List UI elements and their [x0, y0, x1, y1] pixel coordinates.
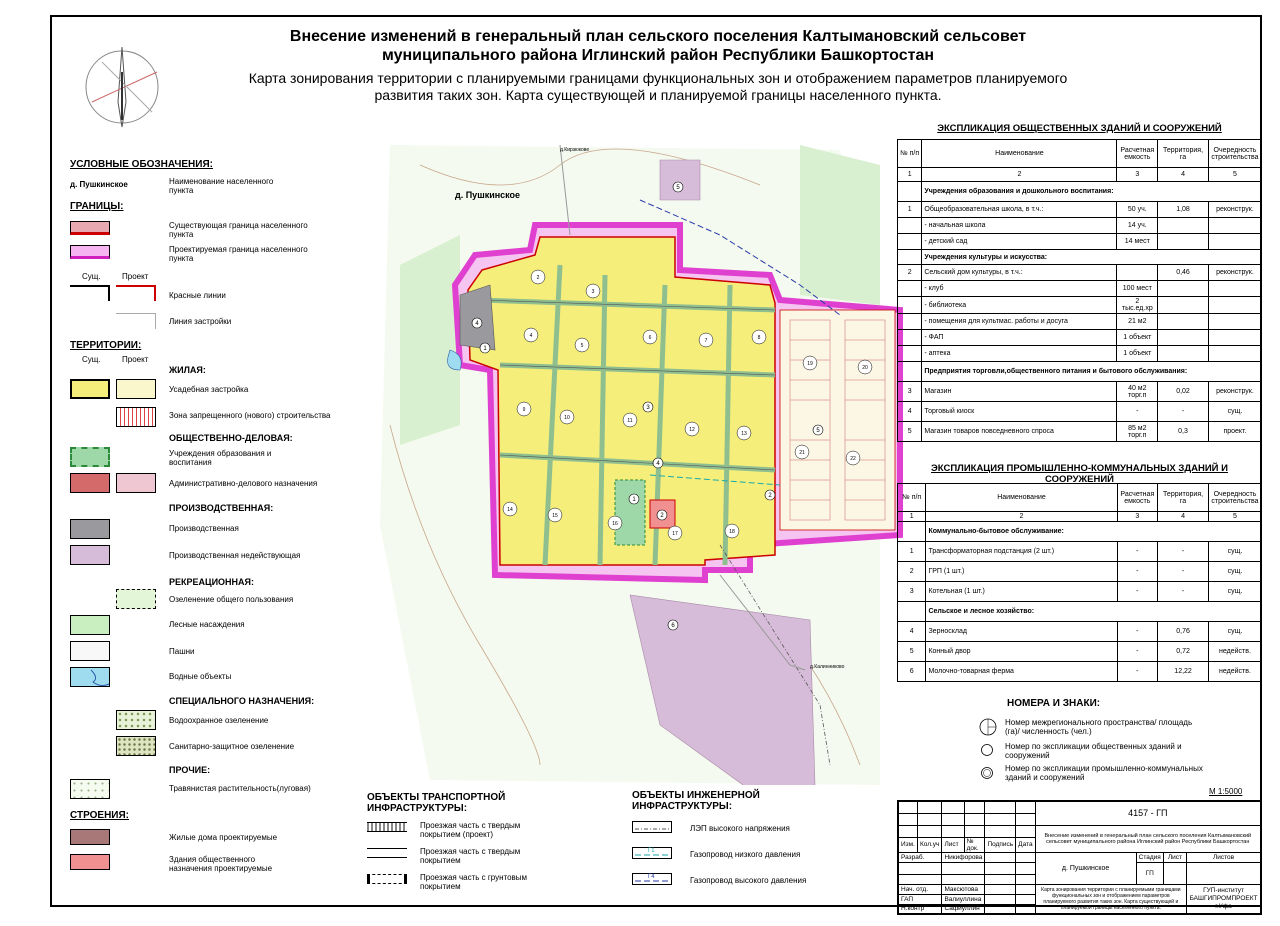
stamp-sheet-header: Лист [1163, 852, 1186, 862]
svg-text:2: 2 [660, 513, 664, 519]
recreation-heading: РЕКРЕАЦИОННАЯ: [169, 577, 255, 587]
meadow-label: Травянистая растительность(луговая) [169, 784, 311, 793]
table-row: 2 ГРП (1 шт.) - - сущ. [898, 562, 1262, 582]
table-row: 2 Сельский дом культуры, в т.ч.: 0,46 реконструк. [898, 265, 1262, 281]
svg-text:18: 18 [729, 529, 735, 535]
production-heading: ПРОИЗВОДСТВЕННАЯ: [169, 503, 274, 513]
education-zone [615, 480, 645, 545]
table-row: 6 Молочно-товарная ферма - 12,22 недейств. [898, 662, 1262, 682]
sign-2-label: Номер по экспликации общественных зданий и сооружений [1005, 742, 1182, 760]
sign-1-label: Номер межрегионального пространства/ площадь (га)/ численность (чел.) [1005, 718, 1193, 736]
title-line1: Внесение изменений в генеральный план сельского поселения Калтымановский сельсовет [289, 28, 1027, 45]
title-block: 4157 - ГП Внесение изменений в генеральный план сельского поселения Калтымановский сельсовет муниципального района Иглинский район Республики Башкортостан Изм. Кол.уч Лист № док. Подпись Дата Разраб. Никифорова д. Пушкинское Стадия Лист Листов ГП Нач. отд. Максютова Карта зонирования территории с планируемыми границами функциональных зон и отображением параметров планируемого развития таких зон. Карта существующей и планируемой границы населенного пункта. ГУП-институт БАШГИПРОМПРОЕКТ г.Уфа ГАП Валиуллина Н.контр Сафиуллин [897, 800, 1262, 915]
project-residential-zone [780, 310, 895, 530]
zoning-map [360, 125, 920, 785]
arable-swatch [70, 641, 110, 661]
prod-inactive-label: Производственная недействующая [169, 551, 301, 560]
svg-text:10: 10 [564, 415, 570, 421]
road-dirt-swatch [367, 874, 407, 884]
forbidden-swatch [116, 407, 156, 427]
prod-inactive-swatch [70, 545, 110, 565]
col-exist-label-2: Сущ. [82, 355, 101, 364]
engineering-item-1: ЛЭП высокого напряжения [690, 824, 790, 833]
svg-text:4: 4 [529, 333, 533, 339]
sign-industrial-icon [980, 766, 994, 780]
greenery-swatch [116, 589, 156, 609]
sign-region-icon [978, 717, 998, 737]
t2-group2: Сельское и лесное хозяйство: [926, 602, 1262, 622]
svg-text:11: 11 [627, 418, 633, 424]
t1-group3: Предприятия торговли,общественного питания и бытового обслуживания: [922, 362, 1262, 382]
buildings-heading: СТРОЕНИЯ: [70, 810, 129, 821]
svg-text:4: 4 [656, 461, 660, 467]
build-line-label: Линия застройки [169, 317, 232, 326]
sanitary-label: Санитарно-защитное озеленение [169, 742, 295, 751]
prod-active-swatch [70, 519, 110, 539]
transport-heading-1: ОБЪЕКТЫ ТРАНСПОРТНОЙ [367, 792, 506, 803]
admin-project-swatch [116, 473, 156, 493]
engineering-heading-1: ОБЪЕКТЫ ИНЖЕНЕРНОЙ [632, 790, 760, 801]
drawing-sheet [50, 15, 1262, 913]
stamp-role1: Разраб. [898, 852, 942, 862]
stamp-org [1187, 884, 1261, 914]
homestead-exist-swatch [70, 379, 110, 399]
table1 [897, 139, 1262, 442]
special-heading: СПЕЦИАЛЬНОГО НАЗНАЧЕНИЯ: [169, 696, 315, 706]
subtitle-line2: развития таких зон. Карта существующей и планируемой границы населенного пункта. [374, 87, 942, 103]
stamp-code: 4157 - ГП [1035, 801, 1261, 825]
t1-numbers-row: 1 2 3 4 5 [898, 168, 1262, 182]
forbidden-label: Зона запрещенного (нового) строительства [169, 411, 331, 420]
svg-text:1: 1 [632, 497, 636, 503]
table-row: 3 Магазин 40 м2 торг.п 0,02 реконструк. [898, 382, 1262, 402]
svg-text:12: 12 [689, 427, 695, 433]
svg-text:7: 7 [704, 338, 708, 344]
table-row: - аптека 1 объект [898, 346, 1262, 362]
t1-group2: Учреждения культуры и искусства: [922, 250, 1262, 265]
t2-h1: Наименование [926, 484, 1117, 512]
t1-h0: № п/п [898, 140, 922, 168]
svg-text:4: 4 [475, 321, 479, 327]
red-line-exist-swatch [70, 285, 110, 301]
power-line-icon [633, 823, 673, 835]
svg-text:2: 2 [768, 493, 772, 499]
svg-text:6: 6 [648, 335, 652, 341]
table-row: 4 Торговый киоск - - сущ. [898, 402, 1262, 422]
admin-exist-swatch [70, 473, 110, 493]
sign-3-label: Номер по экспликации промышленно-коммунальных зданий и сооружений [1005, 764, 1203, 782]
t1-h3: Территория, га [1158, 140, 1209, 168]
svg-text:21: 21 [799, 450, 805, 456]
table-row: 3 Котельная (1 шт.) - - сущ. [898, 582, 1262, 602]
table-row: - помещения для культмас. работы и досуга 21 м2 [898, 314, 1262, 330]
svg-text:2: 2 [536, 275, 540, 281]
education-swatch [70, 447, 110, 467]
transport-item-3: Проезжая часть с грунтовым покрытием [420, 873, 528, 891]
scale-label: М 1:5000 [1209, 787, 1243, 796]
stamp-sheets-header: Листов [1187, 852, 1261, 862]
legend-settlement-desc: Наименование населенного пункта [169, 177, 274, 195]
forest-swatch [70, 615, 110, 635]
table-row: 5 Конный двор - 0,72 недейств. [898, 642, 1262, 662]
transport-heading-2: ИНФРАСТРУКТУРЫ: [367, 803, 468, 814]
svg-text:5: 5 [676, 185, 680, 191]
map-road-bottom-label: д.Калинниково [810, 664, 845, 670]
territories-heading: ТЕРРИТОРИИ: [70, 340, 142, 351]
stamp-stage-header: Стадия [1136, 852, 1163, 862]
inactive-production-north [660, 160, 700, 200]
stamp-sheet-desc: Карта зонирования территории с планируемыми границами функциональных зон и отображением параметров планируемого развития таких зон. Карта существующей и планируемой границы населенного пункта. [1035, 884, 1187, 914]
sign-public-icon [980, 743, 994, 757]
col-project-label-2: Проект [122, 355, 149, 364]
transport-item-1: Проезжая часть с твердым покрытием (проект) [420, 821, 521, 839]
signs-heading: НОМЕРА И ЗНАКИ: [1007, 698, 1101, 709]
subtitle-line1: Карта зонирования территории с планируемыми границами функциональных зон и отображением параметров планируемого [248, 70, 1068, 86]
meadow-swatch [70, 779, 110, 799]
table2 [897, 483, 1262, 682]
stamp-role4: Н.контр [898, 904, 942, 914]
public-buildings-label: Здания общественного назначения проектируемые [169, 855, 273, 873]
t2-numbers-row: 1 2 3 4 5 [898, 512, 1262, 522]
t2-h0: № п/п [898, 484, 926, 512]
table1-title: ЭКСПЛИКАЦИЯ ОБЩЕСТВЕННЫХ ЗДАНИЙ И СООРУЖЕНИЙ [937, 123, 1222, 134]
border-existing-label: Существующая граница населенного пункта [169, 221, 308, 239]
borders-heading: ГРАНИЦЫ: [70, 201, 124, 212]
residential-heading: ЖИЛАЯ: [169, 365, 206, 375]
water-label: Водные объекты [169, 672, 232, 681]
greenery-label: Озеленение общего пользования [169, 595, 294, 604]
water-wave-icon [71, 668, 111, 688]
stamp-object: д. Пушкинское [1035, 852, 1136, 884]
forest-label: Лесные насаждения [169, 620, 245, 629]
t1-h2: Расчетная емкость [1117, 140, 1158, 168]
svg-text:20: 20 [862, 365, 868, 371]
homestead-label: Усадебная застройка [169, 385, 249, 394]
svg-text:5: 5 [580, 343, 584, 349]
other-heading: ПРОЧИЕ: [169, 765, 211, 775]
t2-h4: Очередность строительства [1208, 484, 1261, 512]
table-row: 1 Общеобразовательная школа, в т.ч.: 50 уч. 1,08 реконструк. [898, 202, 1262, 218]
public-buildings-swatch [70, 854, 110, 870]
svg-text:6: 6 [671, 623, 675, 629]
border-planned-label: Проектируемая граница населенного пункта [169, 245, 308, 263]
education-label: Учреждения образования и воспитания [169, 449, 272, 467]
t2-h2: Расчетная емкость [1117, 484, 1158, 512]
forest-area-right [800, 145, 880, 305]
gas-low-code: Г1 [648, 848, 655, 854]
svg-text:14: 14 [507, 507, 513, 513]
svg-text:16: 16 [612, 521, 618, 527]
svg-text:3: 3 [591, 289, 595, 295]
engineering-heading-2: ИНФРАСТРУКТУРЫ: [632, 801, 733, 812]
svg-text:3: 3 [646, 405, 650, 411]
svg-text:17: 17 [672, 531, 678, 537]
houses-label: Жилые дома проектируемые [169, 833, 278, 842]
border-existing-swatch [70, 221, 110, 235]
engineering-item-2: Газопровод низкого давления [690, 850, 801, 859]
stamp-org-1: ГУП-институт [1203, 886, 1244, 894]
t1-h1: Наименование [922, 140, 1117, 168]
red-line-project-swatch [116, 285, 156, 301]
table-row: - начальная школа 14 уч. [898, 218, 1262, 234]
build-line-swatch [116, 313, 156, 329]
prod-active-label: Производственная [169, 524, 239, 533]
stamp-stage: ГП [1136, 862, 1163, 884]
legend-heading: УСЛОВНЫЕ ОБОЗНАЧЕНИЯ: [70, 159, 213, 170]
production-zone [460, 285, 495, 350]
table-row: - ФАП 1 объект [898, 330, 1262, 346]
col-exist-label: Сущ. [82, 272, 101, 281]
table-row: - библиотека 2 тыс.ед.хр [898, 297, 1262, 314]
table-row: 1 Трансформаторная подстанция (2 шт.) - - сущ. [898, 542, 1262, 562]
table2-title: ЭКСПЛИКАЦИЯ ПРОМЫШЛЕННО-КОММУНАЛЬНЫХ ЗДАНИЙ И СООРУЖЕНИЙ [931, 463, 1228, 485]
svg-text:8: 8 [757, 335, 761, 341]
road-hard-swatch [367, 848, 407, 858]
svg-text:13: 13 [741, 431, 747, 437]
power-line-swatch [632, 821, 672, 833]
legend-settlement-sample: д. Пушкинское [70, 180, 128, 189]
water-protect-label: Водоохранное озеленение [169, 716, 269, 725]
homestead-project-swatch [116, 379, 156, 399]
stamp-name4: Сафиуллин [942, 904, 985, 914]
road-hard-project-swatch [367, 822, 407, 832]
houses-swatch [70, 829, 110, 845]
stamp-name1: Никифорова [942, 852, 985, 862]
stamp-org-3: г.Уфа [1215, 902, 1232, 910]
svg-text:19: 19 [807, 361, 813, 367]
col-project-label: Проект [122, 272, 149, 281]
map-settlement-label: д. Пушкинское [455, 190, 521, 200]
map-road-top-label: д.Кирзюкове [560, 147, 590, 153]
forest-area-left [400, 235, 460, 445]
stamp-name2: Максютова [942, 884, 985, 894]
t1-h4: Очередность строительства [1208, 140, 1261, 168]
sanitary-swatch [116, 736, 156, 756]
red-lines-label: Красные линии [169, 291, 226, 300]
stamp-name3: Валиуллина [942, 894, 985, 904]
stamp-org-2: БАШГИПРОМПРОЕКТ [1189, 894, 1258, 902]
svg-text:9: 9 [522, 407, 526, 413]
table-row: - детский сад 14 мест [898, 234, 1262, 250]
border-planned-swatch [70, 245, 110, 259]
table-row: - клуб 100 мест [898, 281, 1262, 297]
t1-group1: Учреждения образования и дошкольного воспитания: [922, 182, 1262, 202]
stamp-role3: ГАП [898, 894, 942, 904]
svg-text:1: 1 [483, 346, 487, 352]
table-row: 5 Магазин товаров повседневного спроса 85 м2 торг.п 0,3 проект. [898, 422, 1262, 442]
title-line2: муниципального района Иглинский район Республики Башкортостан [381, 47, 935, 64]
transport-item-2: Проезжая часть с твердым покрытием [420, 847, 521, 865]
arable-label: Пашни [169, 647, 195, 656]
t2-group1: Коммунально-бытовое обслуживание: [926, 522, 1262, 542]
svg-text:5: 5 [816, 428, 820, 434]
engineering-item-3: Газопровод высокого давления [690, 876, 807, 885]
svg-text:15: 15 [552, 513, 558, 519]
t2-h3: Территория, га [1158, 484, 1209, 512]
svg-text:22: 22 [850, 456, 856, 462]
admin-label: Административно-делового назначения [169, 479, 318, 488]
gas-high-code: Г4 [648, 874, 655, 880]
public-heading: ОБЩЕСТВЕННО-ДЕЛОВАЯ: [169, 433, 293, 443]
stamp-role2: Нач. отд. [898, 884, 942, 894]
stamp-desc: Внесение изменений в генеральный план сельского поселения Калтымановский сельсовет муниципального района Иглинский район Республики Башкортостан [1035, 825, 1261, 852]
table-row: 4 Зерносклад - 0,76 сущ. [898, 622, 1262, 642]
water-protect-swatch [116, 710, 156, 730]
water-swatch [70, 667, 110, 687]
